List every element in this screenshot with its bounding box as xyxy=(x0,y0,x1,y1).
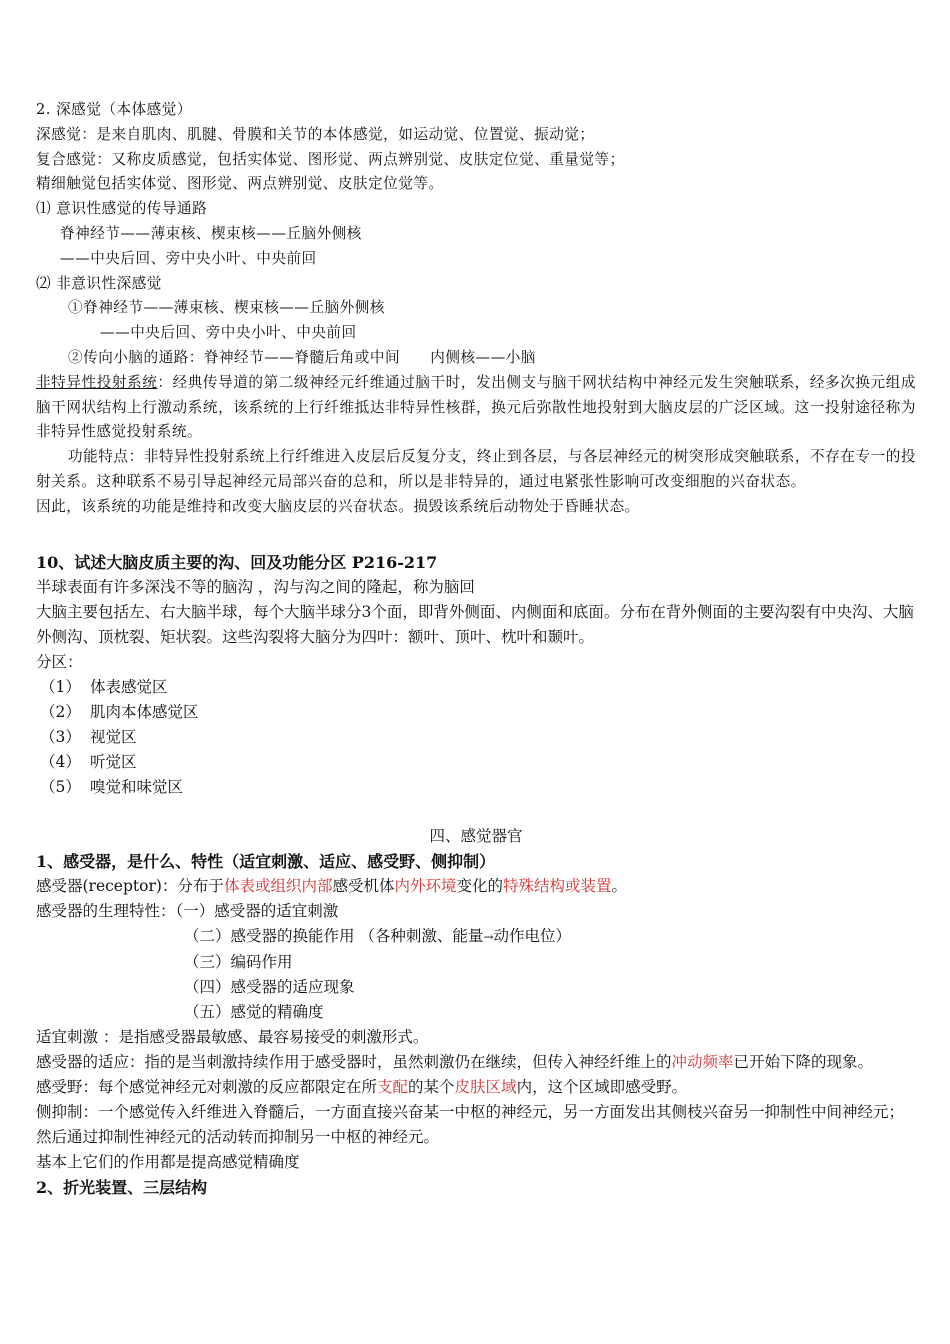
property-item: （四）感受器的适应现象 xyxy=(184,978,355,996)
nonspecific-paragraph xyxy=(36,371,916,445)
receptor-definition xyxy=(36,874,916,899)
deep-sensation-title: 2. 深感觉（本体感觉） xyxy=(36,101,192,118)
property-item: （五）感觉的精确度 xyxy=(184,1003,324,1021)
zone-text: 嗅觉和味觉区 xyxy=(90,778,184,796)
field-highlight: 支配 xyxy=(377,1078,409,1096)
adaptation-definition xyxy=(36,1050,916,1075)
property-item xyxy=(36,899,916,924)
adequate-stimulus-definition: 适宜刺激 ：是指感受器最敏感、最容易接受的刺激形式。 xyxy=(36,1028,429,1046)
zone-item xyxy=(36,700,916,725)
receptor-heading: 1、感受器，是什么、特性（适宜刺激、适应、感受野、侧抑制） xyxy=(36,852,496,871)
zones-label: 分区： xyxy=(36,653,83,671)
complex-sensation-definition: 复合感觉：又称皮质感觉，包括实体觉、图形觉、两点辨别觉、皮肤定位觉、重量觉等； xyxy=(36,150,625,168)
cortex-section xyxy=(36,550,916,800)
field-text: 内，这个区域即感受野。 xyxy=(516,1078,688,1096)
lateral-inhibition-definition: 侧抑制：一个感觉传入纤维进入脊髓后，一方面直接兴奋某一中枢的神经元，另一方面发出其侧枝兴奋另一抑制性中间神经元；然后通过抑制性神经元的活动转而抑制另一中枢的神经元。 xyxy=(36,1103,905,1146)
receptor-def-text: 变化的 xyxy=(456,877,503,895)
conscious-pathway-line-2: ——中央后回、旁中央小叶、中央前回 xyxy=(60,249,317,267)
summary-line: 基本上它们的作用都是提高感觉精确度 xyxy=(36,1153,300,1171)
unconscious-title: ⑵ 非意识性深感觉 xyxy=(36,274,162,292)
deep-sensation-section xyxy=(36,98,916,520)
cortex-line-1: 半球表面有许多深浅不等的脑沟 ，沟与沟之间的隆起，称为脑回 xyxy=(36,578,475,596)
receptor-def-text: 感受器(receptor)：分布于 xyxy=(36,877,224,895)
sensory-organs-section xyxy=(36,824,916,1200)
adaptation-text: 感受器的适应：指的是当刺激持续作用于感受器时，虽然刺激仍在继续，但传入神经纤维上的 xyxy=(36,1053,672,1071)
receptor-def-highlight: 内外环境 xyxy=(394,877,457,895)
unconscious-line-3: ②传向小脑的通路：脊神经节——脊髓后角或中间 内侧核——小脑 xyxy=(68,348,536,366)
deep-sensation-definition: 深感觉：是来自肌肉、肌腱、骨膜和关节的本体感觉，如运动觉、位置觉、振动觉； xyxy=(36,125,595,143)
property-item: （三）编码作用 xyxy=(184,953,293,971)
zone-number: （1） xyxy=(40,678,81,696)
property-item xyxy=(36,924,916,950)
conscious-pathway-line-1: 脊神经节——薄束核、楔束核——丘脑外侧核 xyxy=(60,224,362,242)
property-text: （一）感受器的适宜刺激 xyxy=(175,902,339,920)
receptive-field-definition xyxy=(36,1075,916,1100)
receptor-def-text: 。 xyxy=(611,877,628,895)
field-text: 的某个 xyxy=(408,1078,455,1096)
zone-number: （2） xyxy=(40,703,81,721)
field-highlight: 皮肤区域 xyxy=(454,1078,517,1096)
conscious-pathway-title: ⑴ 意识性感觉的传导通路 xyxy=(36,200,208,218)
zone-text: 视觉区 xyxy=(90,728,137,746)
unconscious-line-2: ——中央后回、旁中央小叶、中央前回 xyxy=(100,324,357,342)
nonspecific-term: 非特异性投射系统 xyxy=(36,373,158,391)
adaptation-text: 已开始下降的现象。 xyxy=(733,1053,874,1071)
zone-number: （3） xyxy=(40,728,81,746)
zone-number: （5） xyxy=(40,778,81,796)
zone-text: 肌肉本体感觉区 xyxy=(90,703,199,721)
zone-item xyxy=(36,675,916,700)
properties-label: 感受器的生理特性： xyxy=(36,902,176,920)
cortex-heading: 10、试述大脑皮质主要的沟、回及功能分区 P216-217 xyxy=(36,553,438,572)
nonspecific-text: ：经典传导道的第二级神经元纤维通过脑干时，发出侧支与脑干网状结构中神经元发生突触联系，经多次换元组成脑干网状结构上行激动系统，该系统的上行纤维抵达非特异性核群，换元后弥散性地投射到大脑皮层的广泛区域。这一投射途径称为非特异性感觉投射系统。 xyxy=(36,373,916,441)
receptor-def-highlight: 体表或组织内部 xyxy=(223,877,333,895)
zone-item xyxy=(36,725,916,750)
arrow-right-icon: → xyxy=(483,930,494,944)
function-paragraph: 功能特点：非特异性投射系统上行纤维进入皮层后反复分支，终止到各层，与各层神经元的树突形成突触联系，不存在专一的投射关系。这种联系不易引导起神经元局部兴奋的总和，所以是非特异的，通过电紧张性影响可改变细胞的兴奋状态。 xyxy=(36,448,916,490)
property-text-tail: 动作电位） xyxy=(493,927,572,945)
zone-item xyxy=(36,750,916,775)
receptor-def-text: 感受机体 xyxy=(332,877,395,895)
conclusion-line: 因此，该系统的功能是维持和改变大脑皮层的兴奋状态。损毁该系统后动物处于昏睡状态。 xyxy=(36,497,640,515)
zone-text: 体表感觉区 xyxy=(90,678,168,696)
zone-number: （4） xyxy=(40,753,81,771)
fine-touch-definition: 精细触觉包括实体觉、图形觉、两点辨别觉、皮肤定位觉等。 xyxy=(36,175,444,193)
adaptation-highlight: 冲动频率 xyxy=(671,1053,734,1071)
property-text: （二）感受器的换能作用 （各种刺激、能量 xyxy=(184,927,484,945)
refraction-heading: 2、折光装置、三层结构 xyxy=(36,1178,208,1197)
zone-text: 听觉区 xyxy=(90,753,137,771)
receptor-def-highlight: 特殊结构或装置 xyxy=(503,877,612,895)
field-text: 感受野：每个感觉神经元对刺激的反应都限定在所 xyxy=(36,1078,378,1096)
cortex-line-2: 大脑主要包括左、右大脑半球，每个大脑半球分3个面，即背外侧面、内侧面和底面。分布在背外侧面的主要沟裂有中央沟、大脑外侧沟、顶枕裂、矩状裂。这些沟裂将大脑分为四叶：额叶、顶叶、枕叶和颞叶。 xyxy=(36,603,914,646)
chapter-title: 四、感觉器官 xyxy=(429,827,523,845)
zone-item xyxy=(36,775,916,800)
unconscious-line-1: ①脊神经节——薄束核、楔束核——丘脑外侧核 xyxy=(68,299,385,317)
